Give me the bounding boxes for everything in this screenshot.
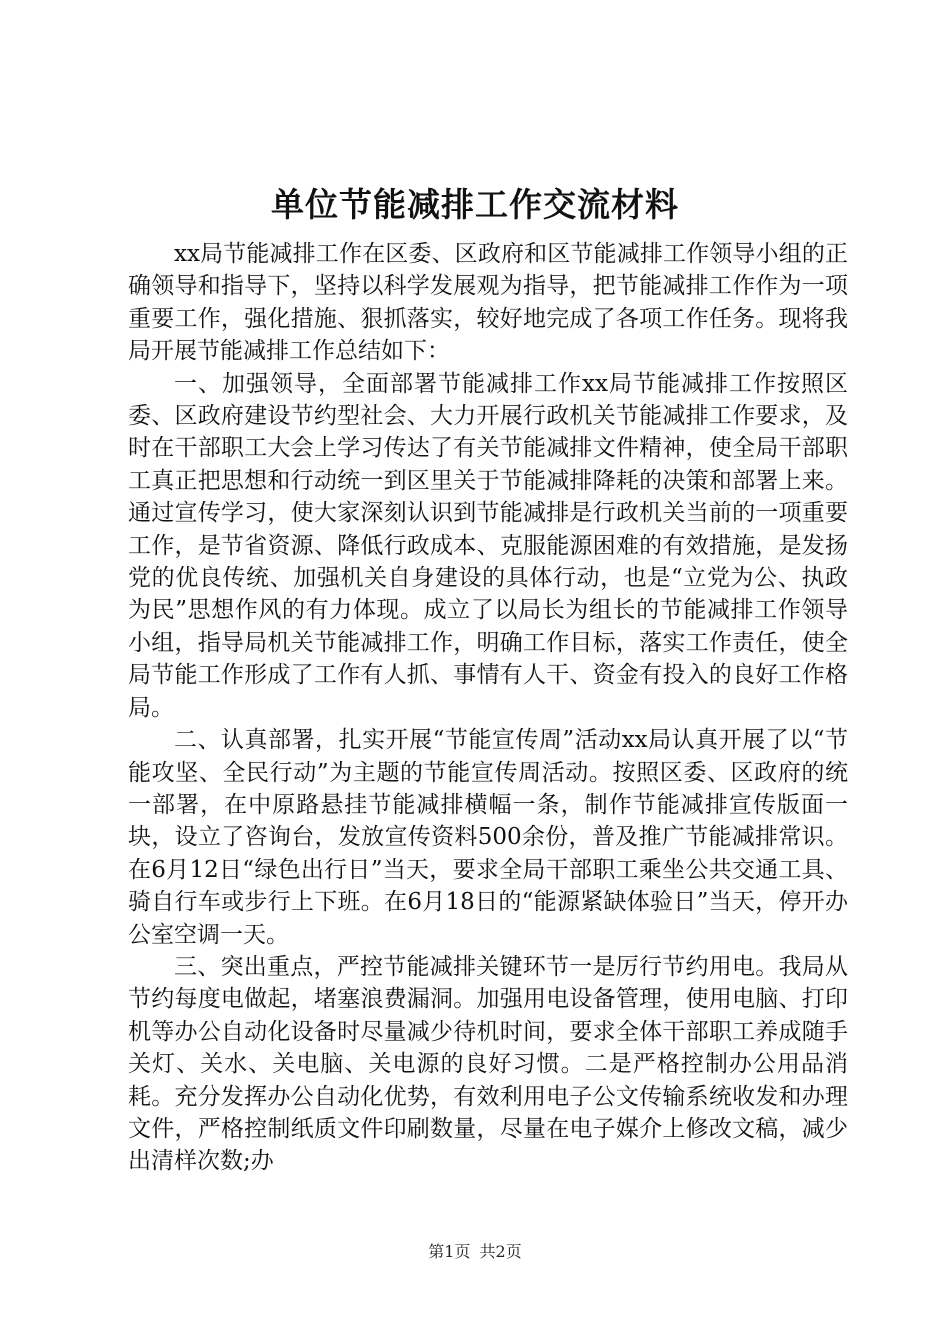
document-body	[128, 238, 848, 1178]
paragraph-section-3: 三、突出重点，严控节能减排关键环节一是厉行节约用电。我局从节约每度电做起，堵塞浪费漏洞。加强用电设备管理，使用电脑、打印机等办公自动化设备时尽量减少待机时间，要求全体干部职工养成随手关灯、关水、关电脑、关电源的良好习惯。二是严格控制办公用品消耗。充分发挥办公自动化优势，有效利用电子公文传输系统收发和办理文件，严格控制纸质文件印刷数量，尽量在电子媒介上修改文稿，减少出清样次数;办	[128, 953, 848, 1175]
page-footer	[0, 1240, 950, 1264]
paragraph-section-1: 一、加强领导，全面部署节能减排工作xx局节能减排工作按照区委、区政府建设节约型社会、大力开展行政机关节能减排工作要求，及时在干部职工大会上学习传达了有关节能减排文件精神，使全局干部职工真正把思想和行动统一到区里关于节能减排降耗的决策和部署上来。通过宣传学习，使大家深刻认识到节能减排是行政机关当前的一项重要工作，是节省资源、降低行政成本、克服能源困难的有效措施，是发扬党的优良传统、加强机关自身建设的具体行动，也是“立党为公、执政为民”思想作风的有力体现。成立了以局长为组长的节能减排工作领导小组，指导局机关节能减排工作，明确工作目标，落实工作责任，使全局节能工作形成了工作有人抓、事情有人干、资金有投入的良好工作格局。	[128, 370, 848, 721]
paragraph-intro: xx局节能减排工作在区委、区政府和区节能减排工作领导小组的正确领导和指导下，坚持以科学发展观为指导，把节能减排工作作为一项重要工作，强化措施、狠抓落实，较好地完成了各项工作任务。现将我局开展节能减排工作总结如下：	[128, 241, 848, 365]
document-title: 单位节能减排工作交流材料	[271, 185, 679, 224]
page-number: 第1页	[428, 1242, 471, 1261]
paragraph-section-2: 二、认真部署，扎实开展“节能宣传周”活动xx局认真开展了以“节能攻坚、全民行动”为主题的节能宣传周活动。按照区委、区政府的统一部署，在中原路悬挂节能减排横幅一条，制作节能减排宣传版面一块，设立了咨询台，发放宣传资料500余份，普及推广节能减排常识。在6月12日“绿色出行日”当天，要求全局干部职工乘坐公共交通工具、骑自行车或步行上下班。在6月18日的“能源紧缺体验日”当天，停开办公室空调一天。	[128, 727, 848, 948]
page-total: 共2页	[479, 1242, 522, 1261]
